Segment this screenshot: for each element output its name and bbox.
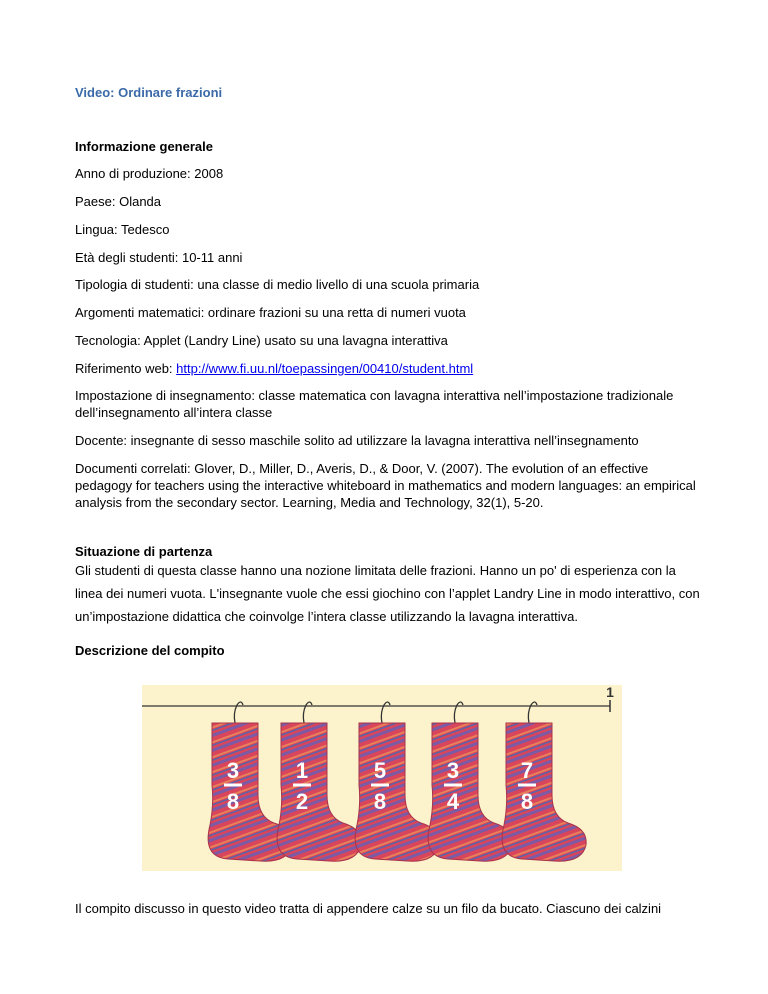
page-title: Video: Ordinare frazioni [75, 85, 223, 100]
country-line: Paese: Olanda [75, 194, 162, 209]
fraction-numerator: 7 [520, 758, 534, 783]
general-heading: Informazione generale [75, 139, 213, 154]
sock-4[interactable] [428, 702, 512, 861]
students-line: Tipologia di studenti: una classe di medio livello di una scuola primaria [75, 277, 480, 292]
hanger-hook [234, 702, 243, 723]
fraction-numerator: 5 [373, 758, 387, 783]
start-paragraph: Gli studenti di questa classe hanno una nozione limitata delle frazioni. Hanno un po' di esperienza con la linea dei numeri vuota. L'insegnante vuole che essi giochino con l’applet Landry Line in modo interattivo, con un’impostazione didattica che coinvolge l’intera classe utilizzando la lavagna interattiva. [75, 563, 700, 624]
setting-paragraph: Impostazione di insegnamento: classe matematica con lavagna interattiva nell’impostazione tradizionale dell’insegnamento all’intera classe [75, 388, 674, 420]
hanger-hook [528, 702, 537, 723]
teacher-line: Docente: insegnante di sesso maschile solito ad utilizzare la lavagna interattiva nell’insegnamento [75, 433, 639, 448]
sock-body [502, 723, 586, 861]
sock-body [428, 723, 512, 861]
documents-paragraph: Documenti correlati: Glover, D., Miller, D., Averis, D., & Door, V. (2007). The evolution of an effective pedagogy for teachers using the interactive whiteboard in mathematics and modern languages: an empirical analysis from the secondary sector. Learning, Media and Technology, 32(1), 5-20. [75, 461, 696, 510]
fraction-denominator: 4 [446, 789, 460, 814]
fraction-denominator: 2 [295, 789, 309, 814]
task-caption: Il compito discusso in questo video tratta di appendere calze su un filo da bucato. Ciascuno dei calzini [75, 901, 662, 916]
fraction-denominator: 8 [226, 789, 240, 814]
hanger-hook [381, 702, 390, 723]
sock-3[interactable] [355, 702, 439, 861]
sock-body [355, 723, 439, 861]
technology-line: Tecnologia: Applet (Landry Line) usato su una lavagna interattiva [75, 333, 448, 348]
web-reference-label: Riferimento web: [75, 361, 177, 376]
age-line: Età degli studenti: 10-11 anni [75, 250, 243, 265]
sock-2[interactable] [277, 702, 361, 861]
socks-clothesline-figure [142, 685, 622, 871]
year-line: Anno di produzione: 2008 [75, 166, 224, 181]
start-heading: Situazione di partenza [75, 544, 213, 559]
fraction-denominator: 8 [520, 789, 534, 814]
fraction-numerator: 3 [226, 758, 240, 783]
hanger-hook [303, 702, 312, 723]
sock-5[interactable] [502, 702, 586, 861]
line-end-label: 1 [606, 685, 614, 700]
task-heading: Descrizione del compito [75, 643, 225, 658]
fraction-numerator: 3 [446, 758, 460, 783]
topics-line: Argomenti matematici: ordinare frazioni su una retta di numeri vuota [75, 305, 466, 320]
web-reference-link[interactable]: http://www.fi.uu.nl/toepassingen/00410/student.html [176, 361, 474, 376]
web-reference-line [75, 360, 473, 377]
hanger-hook [454, 702, 463, 723]
fraction-denominator: 8 [373, 789, 387, 814]
fraction-numerator: 1 [295, 758, 309, 783]
sock-body [277, 723, 361, 861]
socks-figure-svg [142, 685, 622, 871]
language-line: Lingua: Tedesco [75, 222, 170, 237]
